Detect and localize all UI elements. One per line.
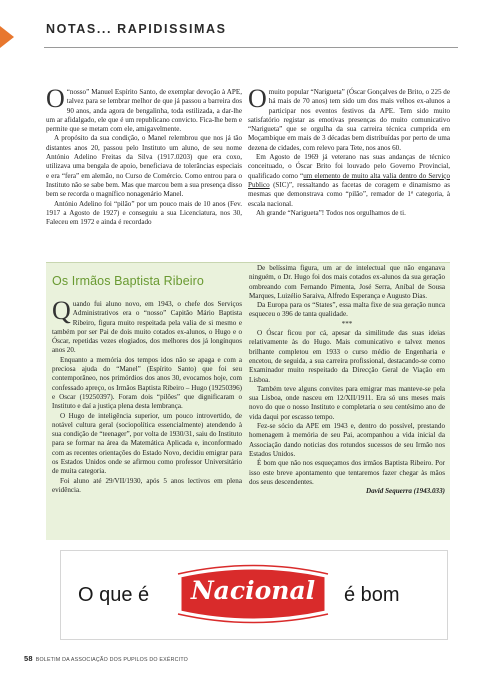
paragraph: Da Europa para os “States”, essa malta fixe de sua geração nunca esqueceu o 396 de tanta qualidade. [249, 301, 445, 319]
paragraph: Fez-se sócio da APE em 1943 e, dentro do possível, prestando homenagem à memória de seu Pai, acompanhou a vida inicial da Associação dando noticias dos rotundos sucessos de seu Irmão nos Estados Unidos. [249, 422, 445, 458]
paragraph: Foi aluno até 29/VII/1930, após 5 anos lectivos em plena evidência. [52, 476, 242, 494]
section-separator-stars: *** [341, 319, 353, 328]
paragraph: A propósito da sua condição, o Manel relembrou que nos já tão distantes anos 20, passou pelo Instituto um aluno, de seu nome António Adelino Freitas da Silva (1917.0203) que era coxo, utilizava uma bengala de apoio, beneficiava de tolerâncias especiais e era “fera” em alemão, no Curso de Comércio. Como entrou para o Instituto não se sabe bem. Mas que marcou bem a sua presença disso bem se recorda o magnífico nonagenário Manel. [46, 134, 242, 199]
paragraph: De belíssima figura, um ar de intelectual que não enganava ninguém, o Dr. Hugo foi dos mais cotados ex-alunos da sua geração ombreando com Fernando Pimenta, José Serra, Aníbal de Sousa Marques, Luizélio Saraiva, Alfredo Esperança e Augusto Dias. [249, 264, 445, 300]
paragraph [46, 84, 242, 134]
section-divider [44, 47, 458, 48]
drop-cap: Q [52, 296, 71, 325]
paragraph-text: (SIC)”, ressaltando as facetas de coragem e dinamismo as mesmas que demonstrava como “pilão”, remador de 1ª categoria, à escala nacional. [248, 180, 450, 208]
paragraph: Enquanto a memória dos tempos idos não se apaga e com a preciosa ajuda do “Manel” (Espírito Santo) que foi seu contemporâneo, nos primórdios dos anos 30, evocamos hoje, com confessado apreço, os Irmãos Baptista Ribeiro – Hugo (19250396) e Oscar (19250397). Foram dois “pilões” que dignificaram o Instituto e daí a justiça plena desta lembrança. [52, 355, 242, 411]
paragraph [248, 153, 450, 209]
paragraph: Também teve alguns convites para emigrar mas manteve-se pela sua Lisboa, onde nasceu em 12/XII/1911. Era só uns meses mais novo do que o nosso Instituto e completaria o seu centésimo ano de vida daqui por escasso tempo. [249, 384, 445, 421]
page-number: 58 [24, 654, 33, 663]
footer-publication: BOLETIM DA ASSOCIAÇÃO DOS PUPILOS DO EXÉRCITO [35, 657, 188, 663]
feature-column-left [52, 296, 242, 495]
paragraph: O Óscar ficou por cá, apesar da similitude das suas ideias relativamente às do Hugo. Mais comunicativo e talvez menos brilhante completou em 1933 o curso médio de Engenharia e encetou, de seguida, a sua carreira profissional, destacando-se como Examinador muito respeitado da Direcção Geral de Viação em Lisboa. [249, 329, 445, 384]
article-espirito-santo [46, 84, 242, 227]
paragraph: É bom que não nos esqueçamos dos irmãos Baptista Ribeiro. Por isso este breve apontamento que tentaremos fazer chegar às mãos dos seus descendentes. [249, 459, 445, 486]
article-nariguete [248, 84, 451, 218]
drop-cap: O [46, 84, 65, 113]
ad-text-left: O que é [78, 584, 150, 606]
page-footer [24, 654, 188, 663]
underlined-quote: um elemento de muito alta valia dentro do Serviço Publico [248, 171, 450, 189]
paragraph [248, 84, 451, 153]
paragraph-text: “nosso” Manuel Espírito Santo, de exemplar devoção à APE, talvez para se lembrar melhor de que já passou a barreira dos 90 anos, anda agora de bengalinha, toda estilizada, a dar-lhe um ar afidalgado, ele que é um republicano convicto. Fica-lhe bem e permite que se metam com ele, amigavelmente. [46, 88, 242, 134]
paragraph [52, 296, 242, 356]
paragraph-text: muito popular “Narigueta” (Óscar Gonçalves de Brito, o 225 de há mais de 70 anos) tem sido um dos mais velhos ex-alunos a participar nos eventos festivos da APE. Tem sido muito satisfatório registar as emotivas presenças do muito comunicativo “Narigueta” que se orgulha da sua carreira técnica cumprida em Moçambique em mais de 3 décadas bem distribuídas por perto de uma dezena de cidades, com relevo para Tete, nos anos 60. [248, 88, 451, 152]
paragraph-text: Em Agosto de 1969 já veterano nas suas andanças de técnico conceituado, o Óscar Brito foi louvado pelo Governo Provincial, qualificado como “ [248, 153, 450, 180]
feature-box-title: Os Irmãos Baptista Ribeiro [52, 274, 204, 288]
paragraph-text: uando fui aluno novo, em 1943, o chefe dos Serviços Administrativos era o “nosso” Capitão Mário Baptista Ribeiro, figura muito respeitada pela valia de si mesmo e também por ser Pai de dois muito cotados ex-alunos, o Hugo e o Óscar, repetidas vezes elogiados, dos melhores dos já longínquos anos 20. [52, 300, 242, 355]
ad-text-right: é bom [344, 584, 400, 606]
paragraph: O Hugo de inteligência superior, um pouco introvertido, de notável cultura geral (sociopolítica essencialmente) atendendo à sua condição de “teenager”, por volta de 1930/31, saiu do Instituto para se formar na área da Matemática Aplicada e, inconformado com as recentes orientações do Estado Novo, decidiu emigrar para os Estados Unidos onde se afirmou como professor Universitário de muita categoria. [52, 411, 242, 476]
section-title: NOTAS... RAPIDISSIMAS [46, 22, 227, 36]
author-signature: David Sequerra (1943.033) [365, 487, 445, 496]
paragraph: Ah grande “Nariguetа”! Todos nos orgulhamos de ti. [256, 208, 406, 217]
ad-logo-text: Nacional [190, 576, 316, 605]
section-marker-triangle [0, 26, 14, 48]
feature-column-right [249, 264, 445, 496]
drop-cap: O [248, 84, 267, 113]
paragraph: António Adelino foi “pilão” por um pouco mais de 10 anos (Fev. 1917 a Agosto de 1927) e conseguiu a sua Licenciatura, nos 30, Faleceu em 1972 e ainda é recordado [46, 199, 242, 227]
